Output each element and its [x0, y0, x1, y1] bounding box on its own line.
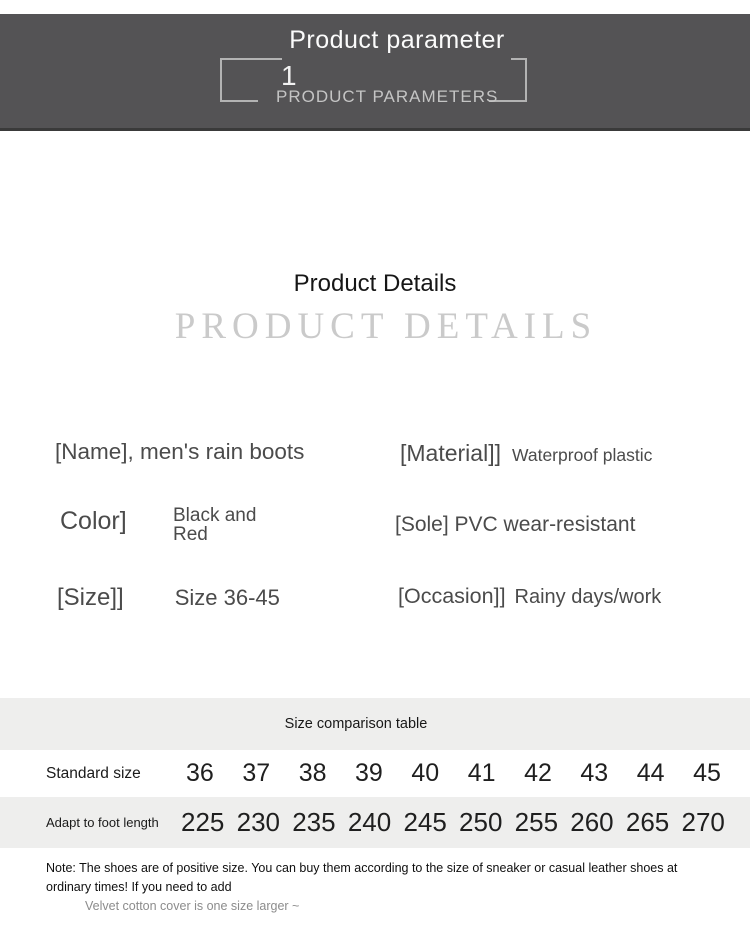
attr-occasion-label: [Occasion]] — [398, 584, 506, 608]
size-cell: 39 — [355, 759, 383, 787]
details-title: Product Details — [293, 270, 457, 297]
banner-title: Product parameter — [289, 26, 505, 54]
row-label-foot-length: Adapt to foot length — [46, 815, 159, 830]
table-row-standard-size — [0, 750, 750, 797]
foot-length-cell: 235 — [292, 807, 336, 837]
attr-occasion — [398, 584, 661, 609]
attr-material-label: [Material]] — [400, 440, 501, 466]
bracket-left-vertical — [220, 58, 222, 102]
attr-color-value — [173, 506, 283, 544]
foot-length-cell: 245 — [403, 807, 447, 837]
attr-name: [Name], men's rain boots — [55, 439, 305, 464]
foot-length-cell: 255 — [514, 807, 559, 837]
size-cell: 44 — [636, 759, 665, 787]
foot-length-cell: 265 — [625, 807, 670, 837]
attr-material — [400, 440, 652, 467]
size-table-title: Size comparison table — [0, 698, 750, 750]
size-cell: 43 — [580, 759, 609, 787]
banner-number: 1 — [281, 60, 297, 91]
size-cell: 36 — [186, 759, 214, 787]
note-secondary: Velvet cotton cover is one size larger ~ — [85, 899, 300, 913]
foot-length-cell: 240 — [347, 807, 392, 837]
foot-length-cell: 250 — [459, 807, 503, 837]
row-values-standard-size — [186, 750, 721, 797]
foot-length-cell: 230 — [236, 807, 280, 837]
size-cell: 40 — [411, 759, 440, 787]
size-cell: 42 — [524, 759, 552, 787]
bracket-right-top — [511, 58, 527, 60]
attr-size — [57, 584, 280, 612]
banner-subtitle: PRODUCT PARAMETERS — [276, 87, 499, 106]
attr-material-value: Waterproof plastic — [511, 445, 653, 465]
product-parameter-banner — [0, 14, 750, 131]
row-values-foot-length — [181, 797, 725, 848]
bracket-left-bottom — [220, 100, 258, 102]
attr-sole: [Sole] PVC wear-resistant — [395, 513, 636, 536]
table-row-foot-length — [0, 797, 750, 848]
row-label-standard-size: Standard size — [46, 764, 141, 782]
size-cell: 37 — [242, 759, 271, 787]
details-watermark: PRODUCT DETAILS — [174, 306, 598, 347]
size-cell: 45 — [693, 759, 721, 787]
attr-occasion-value: Rainy days/work — [514, 586, 662, 608]
note-main: Note: The shoes are of positive size. You can buy them according to the size of sneaker or casual leather shoes at ordinary times! If you need to add — [46, 861, 678, 894]
attr-color-label: Color] — [60, 507, 127, 535]
foot-length-cell: 260 — [570, 807, 614, 837]
foot-length-cell: 225 — [181, 807, 225, 837]
bracket-right-vertical — [525, 58, 527, 102]
foot-length-cell: 270 — [681, 807, 725, 837]
attr-size-label: [Size]] — [57, 584, 124, 611]
attr-color-value-line1: Black and — [173, 505, 257, 526]
size-cell: 38 — [298, 759, 327, 787]
size-cell: 41 — [467, 759, 496, 787]
attr-size-value: Size 36-45 — [174, 585, 280, 610]
bracket-left-top — [220, 58, 282, 60]
attr-color-value-line2: Red — [173, 524, 208, 545]
